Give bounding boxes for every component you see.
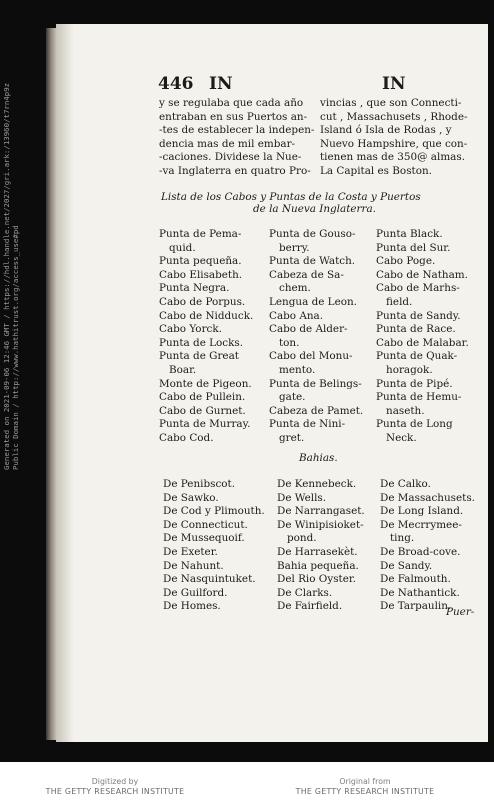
page-number: 446 bbox=[158, 74, 194, 94]
list-item: Cabo de Nidduck. bbox=[159, 309, 254, 322]
list-item: Cabo de Natham. bbox=[376, 268, 468, 281]
list-item: De Mussequoif. bbox=[163, 532, 245, 545]
list-item: naseth. bbox=[386, 404, 425, 417]
catchword: Puer- bbox=[446, 606, 475, 618]
list-item: Punta de Sandy. bbox=[376, 309, 461, 322]
list-item: Boar. bbox=[169, 363, 197, 376]
hathitrust-watermark bbox=[2, 83, 20, 470]
list-item: chem. bbox=[279, 282, 311, 295]
list-item: De Wells. bbox=[277, 491, 327, 504]
bays-column-3 bbox=[380, 478, 475, 614]
list-item: De Nasquintuket. bbox=[163, 573, 256, 586]
footer-label: Original from bbox=[339, 777, 391, 786]
list-item: De Tarpaulin. bbox=[380, 600, 452, 613]
list-item: Neck. bbox=[386, 431, 417, 444]
list-title-line2: de la Nueva Inglaterra. bbox=[253, 203, 376, 215]
text-line: Nuevo Hampshire, que con- bbox=[320, 137, 468, 150]
text-line: La Capital es Boston. bbox=[320, 164, 432, 177]
text-line: Island ó Isla de Rodas , y bbox=[320, 124, 452, 137]
list-item: mento. bbox=[279, 363, 316, 376]
list-item: De Mecrrymee- bbox=[380, 518, 462, 531]
list-item: De Calko. bbox=[380, 478, 431, 490]
text-line: -caciones. Dividese la Nue- bbox=[159, 151, 302, 164]
list-item: Punta de Long bbox=[376, 418, 453, 431]
watermark-line: Generated on 2021-09-06 12:46 GMT / https://hdl.handle.net/2027/gri.ark:/13960/t7rn4p9z bbox=[2, 82, 11, 470]
list-item: De Broad-cove. bbox=[380, 545, 461, 558]
list-item: Cabo de Malabar. bbox=[376, 336, 469, 349]
list-item: field. bbox=[386, 295, 413, 308]
text-line: dencia mas de mil embar- bbox=[159, 137, 296, 150]
list-item: De Nathantick. bbox=[380, 586, 460, 599]
text-line: y se regulaba que cada año bbox=[159, 97, 304, 109]
list-item: Cabo Elisabeth. bbox=[159, 268, 243, 281]
top-left-text bbox=[159, 97, 314, 179]
list-item: De Guilford. bbox=[163, 586, 228, 599]
text-line: cut , Massachusets , Rhode- bbox=[320, 110, 468, 123]
list-item: pond. bbox=[287, 532, 317, 545]
running-head-left: IN bbox=[209, 74, 233, 94]
list-item: Cabo del Monu- bbox=[269, 350, 353, 363]
list-item: Punta de Hemu- bbox=[376, 391, 462, 404]
page-gutter-shadow bbox=[56, 24, 74, 742]
list-item: De Massachusets. bbox=[380, 491, 475, 504]
list-item: Cabo de Gurnet. bbox=[159, 404, 246, 417]
footer-original bbox=[290, 777, 440, 797]
list-item: ting. bbox=[390, 532, 415, 545]
list-item: Punta del Sur. bbox=[376, 241, 451, 254]
list-item: De Homes. bbox=[163, 600, 221, 613]
list-item: De Penibscot. bbox=[163, 478, 236, 490]
text-line: entraban en sus Puertos an- bbox=[159, 110, 308, 123]
footer-label: Digitized by bbox=[91, 777, 139, 786]
list-title-line1: Lista de los Cabos y Puntas de la Costa y Puertos bbox=[161, 191, 421, 203]
list-item: Cabeza de Sa- bbox=[269, 268, 344, 281]
list-item: Cabo de Alder- bbox=[269, 323, 348, 336]
list-item: gate. bbox=[279, 391, 306, 404]
text-line: -tes de establecer la indepen- bbox=[159, 124, 315, 137]
list-item: Punta de Quak- bbox=[376, 350, 458, 363]
list-item: Punta pequeña. bbox=[159, 255, 242, 268]
list-item: Lengua de Leon. bbox=[269, 295, 357, 308]
list-item: Punta Black. bbox=[376, 228, 443, 240]
list-item: Punta de Pema- bbox=[159, 228, 242, 240]
list-item: Monte de Pigeon. bbox=[159, 377, 252, 390]
footer-org: THE GETTY RESEARCH INSTITUTE bbox=[45, 787, 185, 796]
list-item: ton. bbox=[279, 336, 300, 349]
text-line: vincias , que son Connecti- bbox=[320, 97, 462, 109]
list-item: Punta de Locks. bbox=[159, 336, 244, 349]
text-line: tienen mas de 350@ almas. bbox=[320, 151, 465, 164]
list-item: Bahia pequeña. bbox=[277, 559, 359, 572]
list-item: Cabo Yorck. bbox=[159, 323, 222, 336]
list-item: De Harrasekèt. bbox=[277, 545, 358, 558]
list-item: Punta de Murray. bbox=[159, 418, 251, 431]
list-item: Cabo de Porpus. bbox=[159, 295, 246, 308]
list-item: De Narrangaset. bbox=[277, 505, 365, 518]
list-item: De Sawko. bbox=[163, 491, 219, 504]
list-item: De Cod y Plimouth. bbox=[163, 505, 265, 518]
list-item: Punta Negra. bbox=[159, 282, 230, 295]
list-item: horagok. bbox=[386, 363, 433, 376]
capes-column-3 bbox=[376, 228, 469, 446]
list-item: De Connecticut. bbox=[163, 518, 248, 531]
bays-column-1 bbox=[163, 478, 265, 614]
list-item: De Long Island. bbox=[380, 505, 464, 518]
list-item: Cabo Poge. bbox=[376, 255, 436, 268]
list-item: De Falmouth. bbox=[380, 573, 451, 586]
list-item: De Kennebeck. bbox=[277, 478, 357, 490]
list-item: De Clarks. bbox=[277, 586, 333, 599]
list-item: Punta de Gouso- bbox=[269, 228, 356, 240]
bays-column-2 bbox=[277, 478, 365, 614]
list-item: Punta de Watch. bbox=[269, 255, 356, 268]
text-line: -va Inglaterra en quatro Pro- bbox=[159, 164, 311, 177]
list-item: De Winipisioket- bbox=[277, 518, 364, 531]
list-item: Cabo Cod. bbox=[159, 431, 214, 444]
list-item: Del Rio Oyster. bbox=[277, 573, 356, 586]
bays-title: Bahias. bbox=[299, 452, 338, 464]
list-item: Cabo de Pullein. bbox=[159, 391, 246, 404]
capes-column-1 bbox=[159, 228, 253, 446]
top-right-text bbox=[320, 97, 467, 179]
list-item: Punta de Pipé. bbox=[376, 377, 453, 390]
footer-digitized bbox=[40, 777, 190, 797]
list-item: De Nahunt. bbox=[163, 559, 224, 572]
list-item: quid. bbox=[169, 241, 196, 254]
list-item: Cabeza de Pamet. bbox=[269, 404, 364, 417]
watermark-line: Public Domain / http://www.hathitrust.org/access_use#pd bbox=[11, 225, 20, 470]
list-item: De Sandy. bbox=[380, 559, 433, 572]
list-item: De Exeter. bbox=[163, 545, 218, 558]
running-head-right: IN bbox=[382, 74, 406, 94]
list-item: Punta de Great bbox=[159, 350, 239, 363]
list-item: Punta de Belings- bbox=[269, 377, 362, 390]
list-item: De Fairfield. bbox=[277, 600, 343, 613]
list-item: Punta de Race. bbox=[376, 323, 456, 336]
capes-column-2 bbox=[269, 228, 363, 446]
list-item: berry. bbox=[279, 241, 310, 254]
footer-org: THE GETTY RESEARCH INSTITUTE bbox=[295, 787, 435, 796]
list-item: Cabo de Marhs- bbox=[376, 282, 460, 295]
list-item: gret. bbox=[279, 431, 305, 444]
list-item: Punta de Nini- bbox=[269, 418, 346, 431]
list-item: Cabo Ana. bbox=[269, 309, 324, 322]
